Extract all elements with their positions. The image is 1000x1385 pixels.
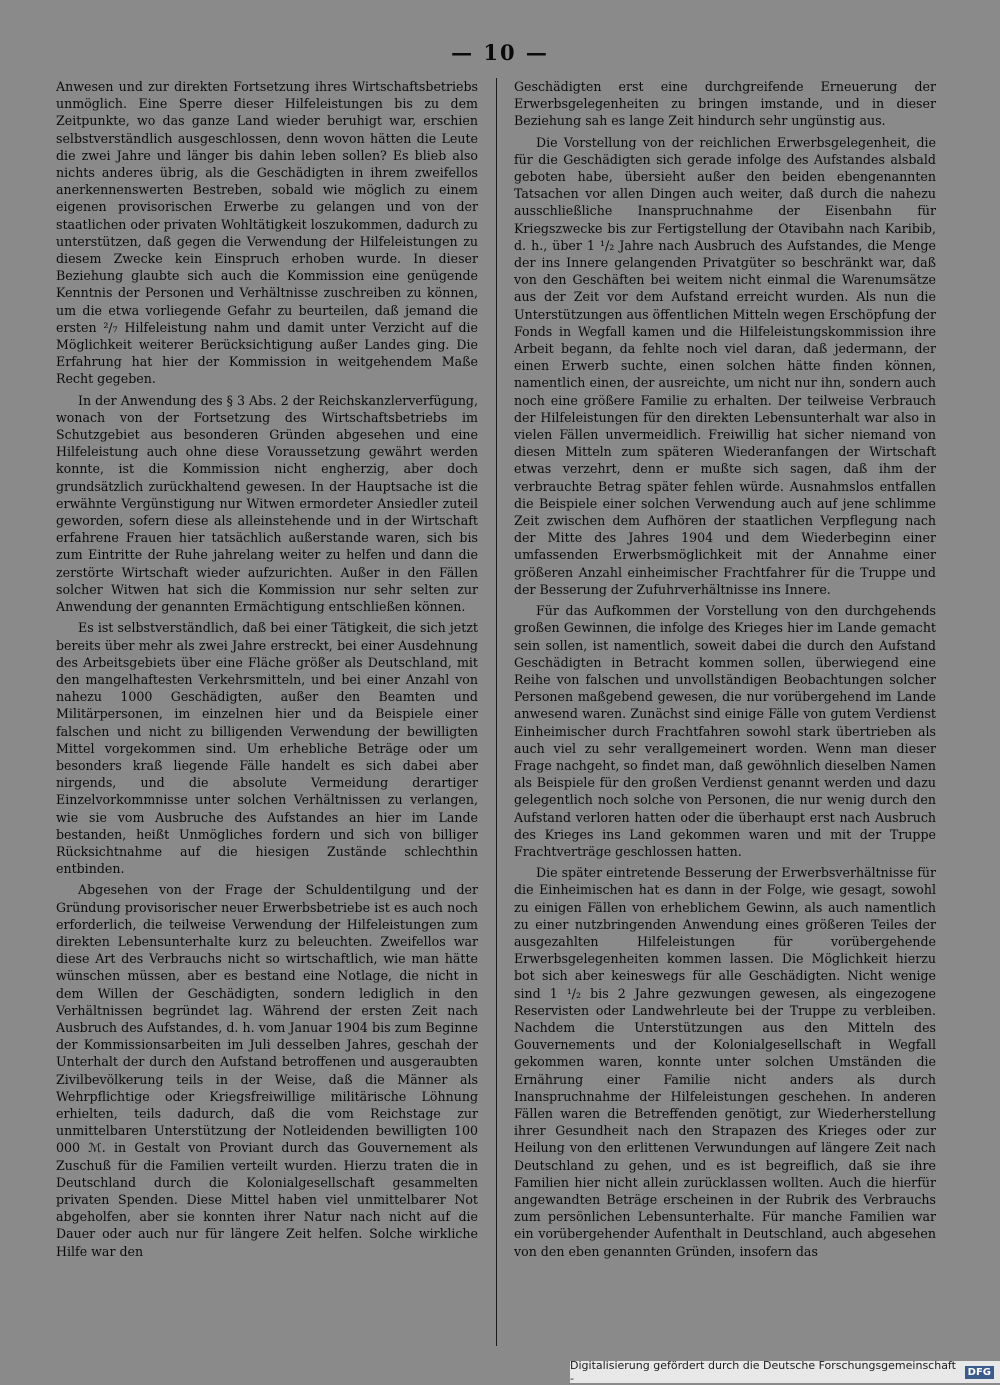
footer-text: Digitalisierung gefördert durch die Deutsche Forschungsgemeinschaft - [570,1359,956,1385]
digitization-footer [570,1361,1000,1383]
right-column [514,78,936,1346]
paragraph: Es ist selbstverständlich, daß bei einer Tätigkeit, die sich jetzt bereits über mehr als zwei Jahre erstreckt, bei einer Ausdehnung des Arbeitsgebiets über eine Fläche größer als Deutschland, mit den mangelhaftesten Verkehrsmitteln, und bei einer Anzahl von nahezu 1000 Geschädigten, außer den Beamten und Militärpersonen, im einzelnen hier und da Beispiele einer falschen und nicht zu billigenden Verwendung der bewilligten Mittel vorgekommen sind. Um erhebliche Beträge oder um besonders kraß liegende Fälle handelt es sich dabei aber nirgends, und die absolute Vermeidung derartiger Einzelvorkommnisse unter solchen Verhältnissen zu verlangen, wie sie vom Ausbruche des Aufstandes an hier im Lande bestanden, heißt Unmögliches fordern und sich von billiger Rücksichtnahme auf die hiesigen Zustände schlechthin entbinden. [56,620,478,877]
paragraph: Abgesehen von der Frage der Schuldentilgung und der Gründung provisorischer neuer Erwerbsbetriebe ist es auch noch erforderlich, die teilweise Verwendung der Hilfeleistungen zum direkten Lebensunterhalte kurz zu beleuchten. Zweifellos war diese Art des Verbrauchs nicht so wirtschaftlich, wie man hätte wünschen müssen, aber es bestand eine Notlage, die nicht in dem Willen der Geschädigten, sondern lediglich in den Verhältnissen begründet lag. Während der ersten Zeit nach Ausbruch des Aufstandes, d. h. vom Januar 1904 bis zum Beginne der Kommissionsarbeiten im Juli desselben Jahres, geschah der Unterhalt der durch den Aufstand betroffenen und ausgeraubten Zivilbevölkerung teils in der Weise, daß die Männer als Wehrpflichtige oder Kriegsfreiwillige militärische Löhnung erhielten, teils dadurch, daß die vom Reichstage zur unmittelbaren Unterstützung der Notleidenden bewilligten 100 000 ℳ. in Gestalt von Proviant durch das Gouvernement als Zuschuß für die Familien verteilt wurden. Hierzu traten die in Deutschland durch die Kolonialgesellschaft gesammelten privaten Spenden. Diese Mittel haben viel unmittelbarer Not abgeholfen, aber sie konnten ihrer Natur nach nicht auf die Dauer oder auch nur für längere Zeit helfen. Solche wirkliche Hilfe war den [56,882,478,1259]
paragraph: Anwesen und zur direkten Fortsetzung ihres Wirtschaftsbetriebs unmöglich. Eine Sperre dieser Hilfeleistungen bis zu dem Zeitpunkte, wo das ganze Land wieder beruhigt war, erschien selbstverständlich ausgeschlossen, denn wovon hätten die Leute die zwei Jahre und länger bis dahin leben sollen? Es blieb also nichts anderes übrig, als die Geschädigten in ihrem zweifellos anerkennenswerten Bestreben, sobald wie möglich zu einem eigenen provisorischen Erwerbe zu gelangen und von der staatlichen oder privaten Wohltätigkeit loszukommen, dadurch zu unterstützen, daß gegen die Verwendung der Hilfeleistungen zu diesem Zwecke kein Einspruch erhoben wurde. In dieser Beziehung glaubte sich auch die Kommission eine genügende Kenntnis der Personen und Verhältnisse zuschreiben zu können, um die etwa vorliegende Gefahr zu beurteilen, daß jemand die ersten ²/₇ Hilfeleistung nahm und damit unter Verzicht auf die Möglichkeit weiterer Berücksichtigung außer Landes ging. Die Erfahrung hat hier der Kommission in weitgehendem Maße Recht gegeben. [56,79,478,387]
text-columns [56,78,936,1346]
dfg-logo-icon: DFG [965,1366,994,1379]
column-divider [496,78,497,1346]
paragraph: Die später eintretende Besserung der Erwerbsverhältnisse für die Einheimischen hat es dann in der Folge, wie gesagt, sowohl zu einigen Fällen von erheblichem Gewinn, als auch namentlich zu einer nutzbringenden Anwendung eines größeren Teiles der ausgezahlten Hilfeleistungen für vorübergehende Erwerbsgelegenheiten kommen lassen. Die Möglichkeit hierzu bot sich aber keineswegs für alle Geschädigten. Nicht wenige sind 1 ¹/₂ bis 2 Jahre gezwungen gewesen, als eingezogene Reservisten oder Landwehrleute bei der Truppe zu verbleiben. Nachdem die Unterstützungen aus den Mitteln des Gouvernements und der Kolonialgesellschaft in Wegfall gekommen waren, konnte unter solchen Umständen die Ernährung einer Familie nicht anders als durch Inanspruchnahme der Hilfeleistungen geschehen. In anderen Fällen waren die Betreffenden genötigt, zur Wiederherstellung ihrer Gesundheit nach den Strapazen des Krieges oder zur Heilung von den erlittenen Verwundungen auf längere Zeit nach Deutschland zu gehen, und es ist begreiflich, daß sie ihre Familien hier nicht allein zurücklassen wollten. Auch die hierfür angewandten Beträge erscheinen in der Rubrik des Verbrauchs zum persönlichen Lebensunterhalte. Für manche Familien war ein vorübergehender Aufenthalt in Deutschland, auch abgesehen von den eben genannten Gründen, insofern das [514,865,936,1259]
page-number: — 10 — [451,40,549,65]
left-column [56,78,478,1346]
paragraph: Geschädigten erst eine durchgreifende Erneuerung der Erwerbsgelegenheiten zu bringen imstande, und in dieser Beziehung sah es lange Zeit hindurch sehr ungünstig aus. [514,79,936,129]
paragraph: In der Anwendung des § 3 Abs. 2 der Reichskanzlerverfügung, wonach von der Fortsetzung des Wirtschaftsbetriebs im Schutzgebiet aus besonderen Gründen abgesehen und eine Hilfeleistung auch ohne diese Voraussetzung gewährt werden konnte, ist die Kommission nicht engherzig, aber doch grundsätzlich zurückhaltend gewesen. In der Hauptsache ist die erwähnte Vergünstigung nur Witwen ermordeter Ansiedler zuteil geworden, sofern diese als alleinstehende und in der Wirtschaft erfahrene Frauen hier tatsächlich außerstande waren, sich bis zum Eintritte der Ruhe jahrelang weiter zu helfen und dann die zerstörte Wirtschaft wieder aufzurichten. Außer in den Fällen solcher Witwen hat sich die Kommission nur sehr selten zur Anwendung der genannten Ermächtigung entschließen können. [56,392,478,615]
paragraph: Für das Aufkommen der Vorstellung von den durchgehends großen Gewinnen, die infolge des Krieges hier im Lande gemacht sein sollen, ist namentlich, soweit dabei die durch den Aufstand Geschädigten in Betracht kommen sollen, überwiegend eine Reihe von falschen und unvollständigen Beobachtungen solcher Personen maßgebend gewesen, die nur vorübergehend im Lande anwesend waren. Zunächst sind einige Fälle von gutem Verdienst Einheimischer durch Frachtfahren sowohl stark übertrieben als auch viel zu sehr verallgemeinert worden. Wenn man dieser Frage nachgeht, so findet man, daß gewöhnlich dieselben Namen als Beispiele für den großen Verdienst genannt werden und dazu gelegentlich noch solche von Personen, die nur wenig durch den Aufstand verloren hatten oder die überhaupt erst nach Ausbruch des Krieges ins Land gekommen waren und mit der Truppe Frachtverträge geschlossen hatten. [514,603,936,859]
paragraph: Die Vorstellung von der reichlichen Erwerbsgelegenheit, die für die Geschädigten sich gerade infolge des Aufstandes alsbald geboten habe, übersieht außer den beiden ebengenannten Tatsachen vor allen Dingen auch weiter, daß durch die nahezu ausschließliche Inanspruchnahme der Eisenbahn für Kriegszwecke bis zur Fertigstellung der Otavibahn nach Karibib, d. h., über 1 ¹/₂ Jahre nach Ausbruch des Aufstandes, die Menge der ins Innere gelangenden Privatgüter so beschränkt war, daß von den Geschäften bei weitem nicht einmal die Warenumsätze aus der Zeit vor dem Aufstand erreicht wurden. Als nun die Unterstützungen aus öffentlichen Mitteln wegen Erschöpfung der Fonds in Wegfall kamen und die Hilfeleistungskommission ihre Arbeit begann, da fehlte noch viel daran, daß jedermann, der einen Erwerb suchte, einen solchen hätte finden können, namentlich einen, der ausreichte, um nicht nur ihn, sondern auch noch eine größere Familie zu erhalten. Der teilweise Verbrauch der Hilfeleistungen für den direkten Lebensunterhalt war also in vielen Fällen unvermeidlich. Freiwillig hat sicher niemand von diesen Mitteln zum späteren Wiederanfangen der Wirtschaft etwas verzehrt, denn er mußte sich sagen, daß ihm der verbrauchte Betrag später fehlen würde. Ausnahmslos entfallen die Beispiele einer solchen Verwendung auch auf jene schlimme Zeit zwischen dem Aufhören der staatlichen Verpflegung nach der Mitte des Jahres 1904 und dem Wiederbeginn einer umfassenden Erwerbsmöglichkeit mit der Annahme einer größeren Anzahl einheimischer Frachtfahrer für die Truppe und der Besserung der Zufuhrverhältnisse ins Innere. [514,134,936,597]
